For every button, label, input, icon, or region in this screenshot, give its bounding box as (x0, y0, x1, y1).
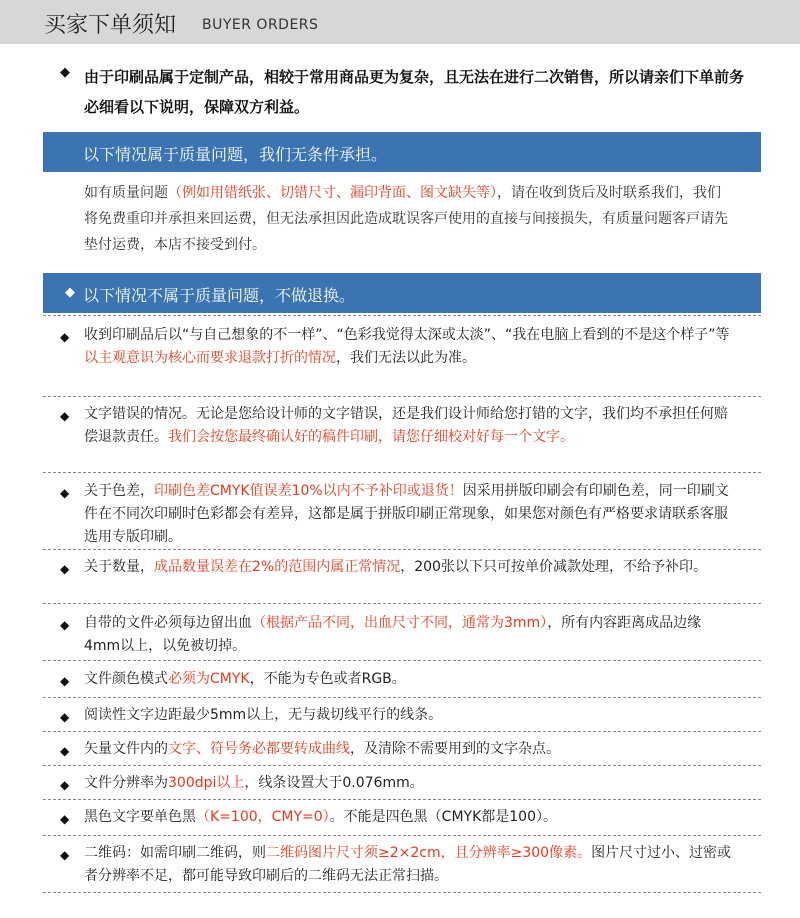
list-item-text (84, 806, 734, 829)
seg-highlight: 二维码图片尺寸须≥2×2cm，且分辨率≥300像素。 (266, 845, 592, 861)
seg: 自带的文件必须每边留出血 (84, 615, 252, 631)
seg-highlight: 成品数量误差在2%的范围内属正常情况 (154, 559, 401, 575)
header-title-cn: 买家下单须知 (44, 13, 177, 38)
seg: 。不能是四色黑（CMYK都是100）。 (329, 809, 557, 825)
seg: ，200张以下只可按单价减款处理，不给予补印。 (400, 559, 707, 575)
divider (43, 892, 761, 893)
diamond-bullet-icon: ◆ (60, 409, 70, 423)
divider (43, 835, 761, 836)
diamond-bullet-icon: ◆ (60, 848, 70, 862)
list-item-text (84, 772, 734, 795)
divider (43, 472, 761, 473)
divider (43, 603, 761, 604)
diamond-bullet-icon: ◆ (60, 65, 70, 80)
para-seg: ，请在收到货后及时联系我们，我们将免费重印并承担来回运费，但无法承担因此造成耽误客戸使用的直接与间接损失，有质量问题客戸请先垫付运费，本店不接受到付。 (84, 185, 728, 253)
quality-issue-paragraph (84, 180, 734, 258)
list-item-text (84, 324, 734, 370)
seg: 二维码：如需印刷二维码，则 (84, 845, 266, 861)
para-seg-highlight: （例如用错纸张、切错尺寸、漏印背面、图文缺失等） (168, 185, 497, 201)
list-item-text (84, 842, 734, 888)
diamond-bullet-icon: ◆ (60, 330, 70, 344)
list-item-text (84, 738, 734, 761)
divider (43, 731, 761, 732)
divider (43, 799, 761, 800)
seg: 黑色文字要单色黑 (84, 809, 196, 825)
divider (43, 315, 761, 316)
seg-highlight: 以主观意识为核心而要求退款打折的情况 (84, 350, 336, 366)
non-quality-heading: 以下情况不属于质量问题，不做退换。 (83, 286, 356, 305)
divider (43, 697, 761, 698)
divider (43, 765, 761, 766)
diamond-bullet-icon: ◆ (60, 486, 70, 500)
divider (43, 660, 761, 661)
quality-issue-heading-bar (43, 132, 761, 172)
diamond-bullet-icon: ◆ (60, 618, 70, 632)
seg: 文件分辨率为 (84, 775, 168, 791)
list-item-text (84, 480, 734, 549)
seg: 图片尺寸过小、过密或者分辨率不足，都可能导致印刷后的二维码无法正常扫描。 (84, 845, 732, 884)
list-item-text (84, 403, 734, 449)
diamond-bullet-icon: ◆ (60, 710, 70, 724)
seg: 文件颜色模式 (84, 671, 168, 687)
list-item-text (84, 668, 734, 691)
seg: 因采用拼版印刷会有印刷色差，同一印刷文件在不同次印刷时色彩都会有差异，这都是属于拼版印刷正常现象，如果您对颜色有严格要求请联系客服选用专版印刷。 (84, 483, 729, 545)
seg-highlight: 我们会按您最终确认好的稿件印刷，请您仔细校对好每一个文字。 (168, 429, 574, 445)
quality-issue-heading: 以下情况属于质量问题，我们无条件承担。 (83, 145, 388, 164)
diamond-bullet-icon: ◆ (60, 744, 70, 758)
seg: ，线条设置大于0.076mm。 (244, 775, 424, 791)
divider (43, 396, 761, 397)
list-item-text (84, 556, 734, 579)
diamond-bullet-icon: ◆ (60, 562, 70, 576)
seg-highlight: 300dpi以上 (168, 775, 245, 791)
seg: ，我们无法以此为准。 (336, 350, 476, 366)
diamond-bullet-icon: ◆ (65, 285, 75, 300)
list-item-text (84, 612, 734, 658)
seg: 阅读性文字边距最少5mm以上，无与裁切线平行的线条。 (84, 707, 443, 723)
intro-text: 由于印刷品属于定制产品，相较于常用商品更为复杂，且无法在进行二次销售，所以请亲们下单前务必细看以下说明，保障双方利益。 (84, 68, 745, 116)
diamond-bullet-icon: ◆ (60, 674, 70, 688)
seg: ，不能为专色或者RGB。 (249, 671, 406, 687)
header-title-en: BUYER ORDERS (202, 17, 319, 33)
seg: ，所有内容距离成品边缘4mm以上，以免被切掉。 (84, 615, 702, 654)
non-quality-heading-bar (43, 273, 761, 313)
list-item-text (84, 704, 734, 727)
seg: ，及清除不需要用到的文字杂点。 (350, 741, 560, 757)
para-seg: 如有质量问题 (84, 185, 168, 201)
seg-highlight: 印刷色差CMYK值误差10%以内不予补印或退货！ (154, 483, 463, 499)
page-header (0, 0, 800, 44)
diamond-bullet-icon: ◆ (60, 778, 70, 792)
seg: 收到印刷品后以“与自己想象的不一样”、“色彩我觉得太深或太淡”、“我在电脑上看到的不是这个样子”等 (84, 327, 730, 343)
divider (43, 549, 761, 550)
seg-highlight: 文字、符号务必都要转成曲线 (168, 741, 350, 757)
seg: 关于色差， (84, 483, 154, 499)
seg-highlight: （根据产品不同，出血尺寸不同，通常为3mm） (252, 615, 548, 631)
seg: 矢量文件内的 (84, 741, 168, 757)
seg-highlight: （K=100，CMY=0） (196, 809, 330, 825)
seg: 文字错误的情况。无论是您给设计师的文字错误，还是我们设计师给您打错的文字，我们均不承担任何赔偿退款责任。 (84, 406, 728, 445)
seg-highlight: 必须为CMYK (168, 671, 250, 687)
diamond-bullet-icon: ◆ (60, 812, 70, 826)
seg: 关于数量， (84, 559, 154, 575)
